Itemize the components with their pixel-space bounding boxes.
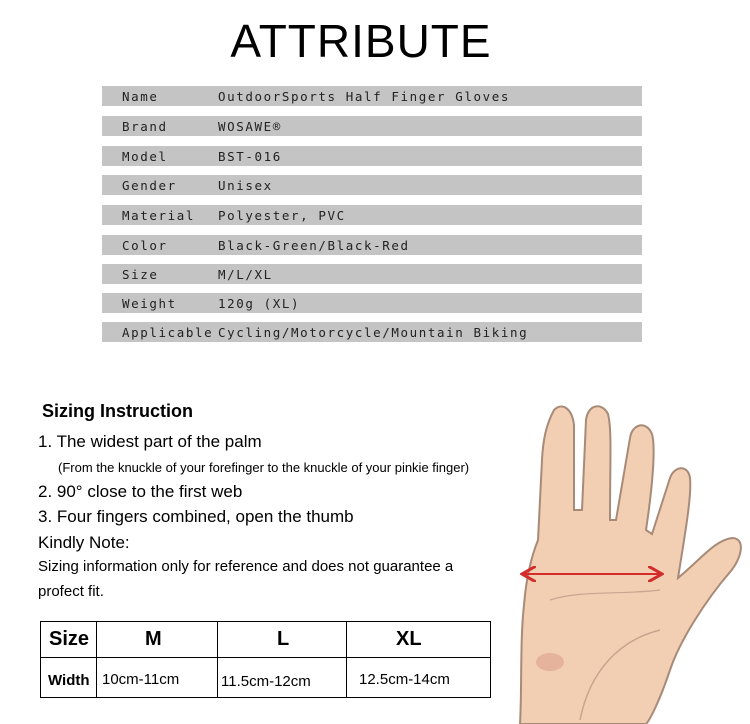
attribute-value: 120g (XL) (218, 296, 301, 311)
table-divider (346, 622, 347, 697)
attribute-label: Gender (122, 178, 177, 193)
width-label: Width (48, 672, 90, 689)
width-m: 10cm-11cm (102, 671, 180, 688)
attribute-value: Unisex (218, 178, 273, 193)
attribute-label: Name (122, 89, 159, 104)
sizing-step-2: 2. 90° close to the first web (38, 482, 243, 501)
table-divider (41, 657, 490, 658)
attribute-value: WOSAWE® (218, 119, 282, 134)
width-xl: 12.5cm-14cm (359, 671, 450, 688)
attribute-row-weight (102, 293, 642, 313)
attribute-label: Material (122, 208, 196, 223)
attribute-row-gender (102, 175, 642, 195)
attribute-value: Polyester, PVC (218, 208, 346, 223)
sizing-step-1-note: (From the knuckle of your forefinger to the knuckle of your pinkie finger) (58, 460, 470, 475)
attribute-row-material (102, 205, 642, 225)
size-table (40, 621, 491, 698)
attribute-label: Weight (122, 296, 177, 311)
attribute-row-size (102, 264, 642, 284)
size-header: Size (49, 628, 90, 650)
kindly-note-label: Kindly Note: (38, 533, 130, 552)
attribute-row-name (102, 86, 642, 106)
size-header-l: L (277, 628, 290, 650)
attribute-label: Brand (122, 119, 168, 134)
palm-shade (536, 653, 564, 671)
sizing-heading: Sizing Instruction (42, 401, 193, 421)
attribute-label: Color (122, 238, 168, 253)
size-header-m: M (145, 628, 162, 650)
table-divider (217, 622, 218, 697)
attribute-label: Size (122, 267, 159, 282)
size-header-xl: XL (396, 628, 422, 650)
attribute-label: Applicable (122, 325, 214, 340)
attribute-row-color (102, 235, 642, 255)
attribute-value: M/L/XL (218, 267, 273, 282)
attribute-label: Model (122, 149, 168, 164)
attribute-value: Cycling/Motorcycle/Mountain Biking (218, 325, 529, 340)
sizing-step-3: 3. Four fingers combined, open the thumb (38, 507, 354, 526)
hand-illustration (510, 400, 750, 724)
kindly-note-text: Sizing information only for reference and does not guarantee a (38, 558, 454, 575)
attribute-row-model (102, 146, 642, 166)
hand-shape (520, 406, 741, 724)
sizing-step-1: 1. The widest part of the palm (38, 432, 262, 451)
attribute-value: BST-016 (218, 149, 282, 164)
attribute-row-brand (102, 116, 642, 136)
attribute-value: OutdoorSports Half Finger Gloves (218, 89, 511, 104)
table-divider (96, 622, 97, 697)
page-title: ATTRIBUTE (230, 15, 492, 67)
kindly-note-text-cont: profect fit. (38, 583, 104, 600)
width-l: 11.5cm-12cm (221, 673, 311, 690)
attribute-value: Black-Green/Black-Red (218, 238, 410, 253)
attribute-row-applicable (102, 322, 642, 342)
